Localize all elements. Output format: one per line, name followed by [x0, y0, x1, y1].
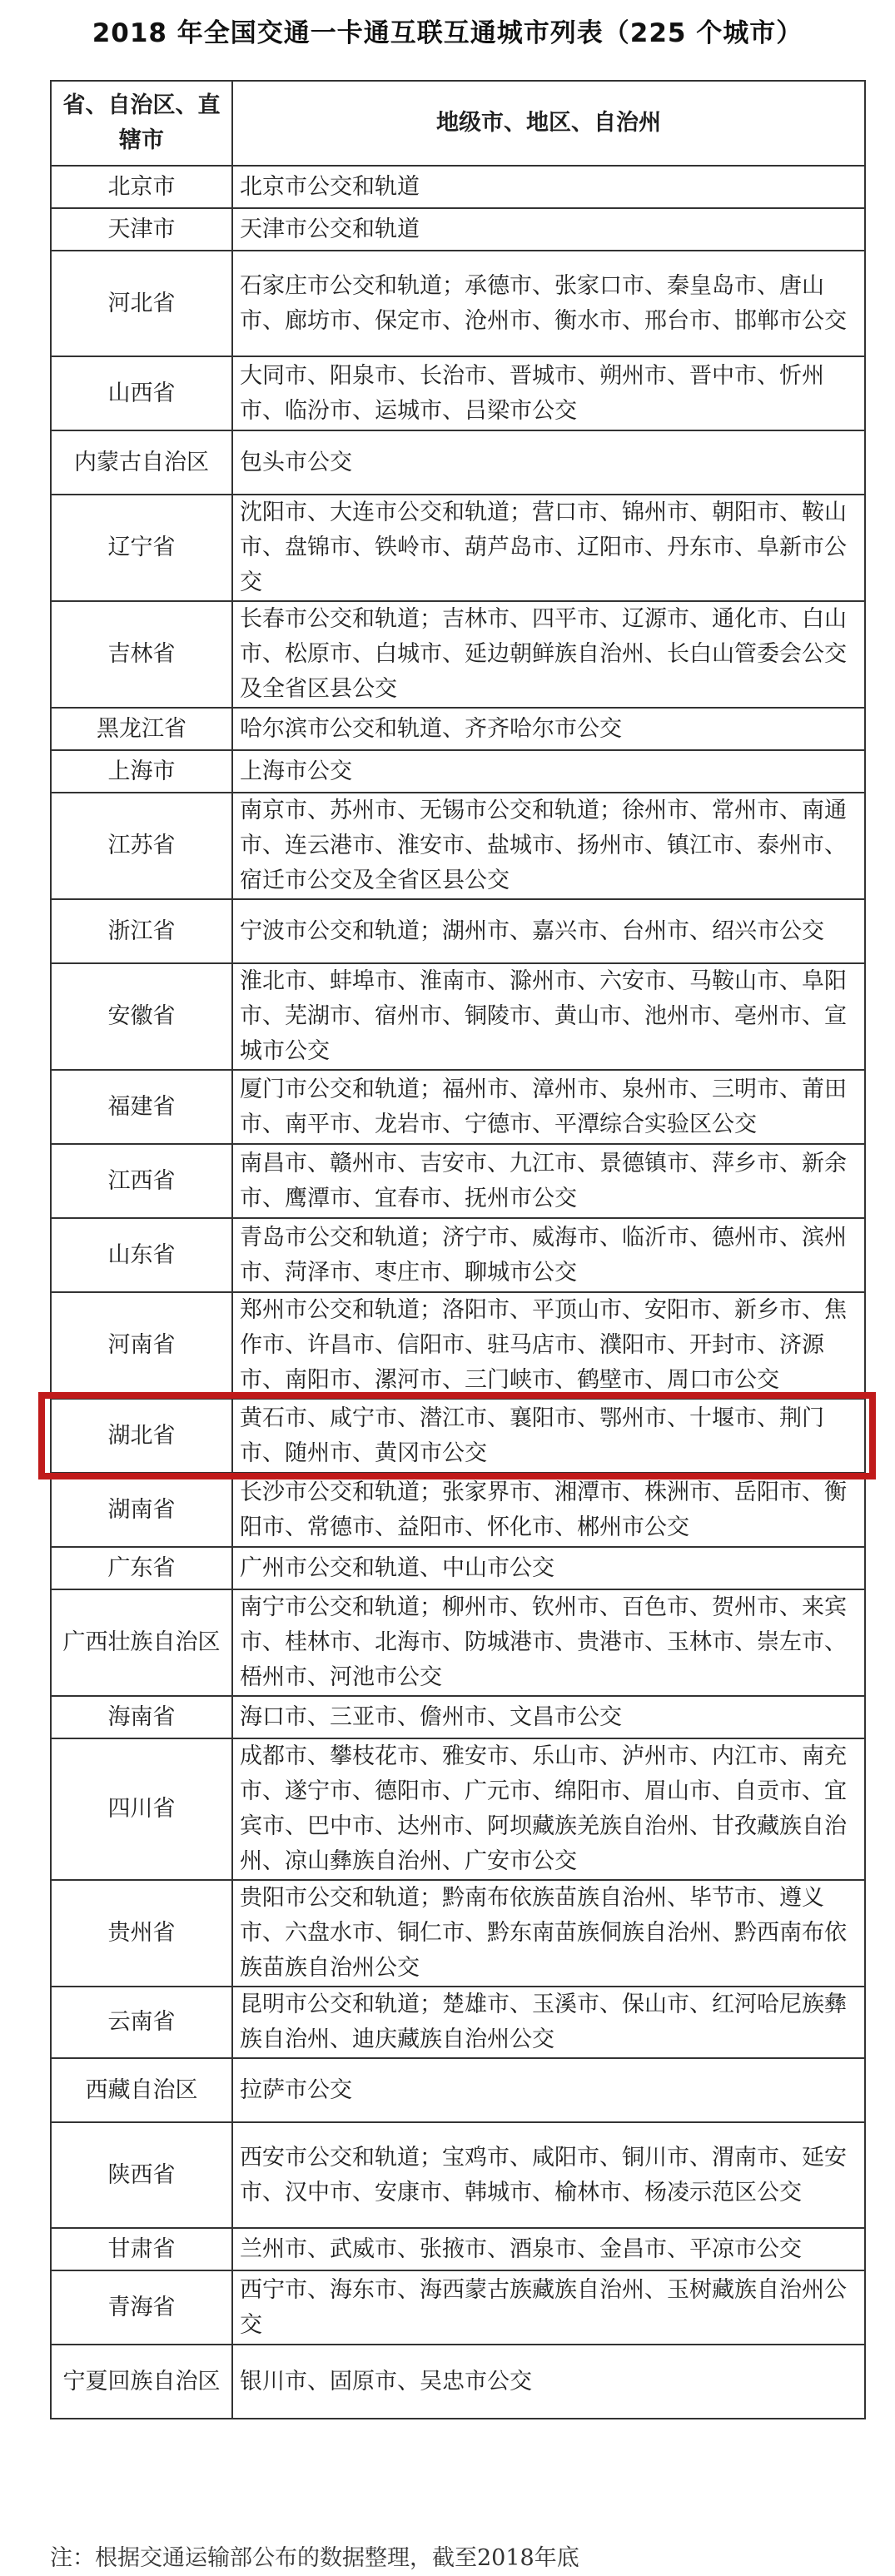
table-row — [51, 495, 865, 601]
cities-cell: 南京市、苏州市、无锡市公交和轨道；徐州市、常州市、南通市、连云港市、淮安市、盐城市、扬州市、镇江市、泰州市、宿迁市公交及全省区县公交 — [232, 793, 865, 899]
table-row — [51, 356, 865, 430]
table-row — [51, 1292, 865, 1399]
cities-cell: 兰州市、武威市、张掖市、酒泉市、金昌市、平凉市公交 — [232, 2228, 865, 2270]
province-cell: 河北省 — [51, 251, 232, 356]
table-row — [51, 251, 865, 356]
province-cell: 贵州省 — [51, 1880, 232, 1987]
province-cell: 江苏省 — [51, 793, 232, 899]
province-cell: 甘肃省 — [51, 2228, 232, 2270]
cities-cell: 长沙市公交和轨道；张家界市、湘潭市、株洲市、岳阳市、衡阳市、常德市、益阳市、怀化市、郴州市公交 — [232, 1473, 865, 1547]
table-row — [51, 2122, 865, 2228]
table-row — [51, 1218, 865, 1292]
header-province: 省、自治区、直辖市 — [51, 81, 232, 166]
province-cell: 山西省 — [51, 356, 232, 430]
table-row — [51, 1399, 865, 1473]
cities-cell: 西宁市、海东市、海西蒙古族藏族自治州、玉树藏族自治州公交 — [232, 2270, 865, 2345]
header-cities: 地级市、地区、自治州 — [232, 81, 865, 166]
table-row — [51, 1070, 865, 1144]
cities-cell: 大同市、阳泉市、长治市、晋城市、朔州市、晋中市、忻州市、临汾市、运城市、吕梁市公交 — [232, 356, 865, 430]
cities-cell: 郑州市公交和轨道；洛阳市、平顶山市、安阳市、新乡市、焦作市、许昌市、信阳市、驻马店市、濮阳市、开封市、济源市、南阳市、漯河市、三门峡市、鹤壁市、周口市公交 — [232, 1292, 865, 1399]
province-cell: 陕西省 — [51, 2122, 232, 2228]
table-row — [51, 1589, 865, 1696]
province-cell: 内蒙古自治区 — [51, 430, 232, 495]
province-cell: 北京市 — [51, 166, 232, 208]
table-row — [51, 793, 865, 899]
province-cell: 河南省 — [51, 1292, 232, 1399]
cities-cell: 哈尔滨市公交和轨道、齐齐哈尔市公交 — [232, 708, 865, 750]
table-row — [51, 1473, 865, 1547]
cities-cell: 淮北市、蚌埠市、淮南市、滁州市、六安市、马鞍山市、阜阳市、芜湖市、宿州市、铜陵市、黄山市、池州市、亳州市、宣城市公交 — [232, 963, 865, 1070]
table-row — [51, 899, 865, 963]
cities-cell: 长春市公交和轨道；吉林市、四平市、辽源市、通化市、白山市、松原市、白城市、延边朝鲜族自治州、长白山管委会公交及全省区县公交 — [232, 601, 865, 708]
cities-cell: 贵阳市公交和轨道；黔南布依族苗族自治州、毕节市、遵义市、六盘水市、铜仁市、黔东南苗族侗族自治州、黔西南布依族苗族自治州公交 — [232, 1880, 865, 1987]
province-cell: 宁夏回族自治区 — [51, 2345, 232, 2419]
cities-cell: 青岛市公交和轨道；济宁市、威海市、临沂市、德州市、滨州市、菏泽市、枣庄市、聊城市公交 — [232, 1218, 865, 1292]
table-row — [51, 2228, 865, 2270]
cities-cell: 成都市、攀枝花市、雅安市、乐山市、泸州市、内江市、南充市、遂宁市、德阳市、广元市、绵阳市、眉山市、自贡市、宜宾市、巴中市、达州市、阿坝藏族羌族自治州、甘孜藏族自治州、凉山彝族自治州、广安市公交 — [232, 1738, 865, 1880]
table-row — [51, 2270, 865, 2345]
table-row — [51, 1547, 865, 1589]
table-row — [51, 1696, 865, 1738]
province-cell: 天津市 — [51, 208, 232, 251]
province-cell: 湖南省 — [51, 1473, 232, 1547]
cities-cell: 银川市、固原市、吴忠市公交 — [232, 2345, 865, 2419]
table-row — [51, 963, 865, 1070]
province-cell: 浙江省 — [51, 899, 232, 963]
province-cell: 海南省 — [51, 1696, 232, 1738]
cities-cell: 昆明市公交和轨道；楚雄市、玉溪市、保山市、红河哈尼族彝族自治州、迪庆藏族自治州公交 — [232, 1987, 865, 2058]
table-row — [51, 1738, 865, 1880]
province-cell: 江西省 — [51, 1144, 232, 1218]
table-row — [51, 2058, 865, 2122]
cities-cell: 北京市公交和轨道 — [232, 166, 865, 208]
cities-cell: 南昌市、赣州市、吉安市、九江市、景德镇市、萍乡市、新余市、鹰潭市、宜春市、抚州市公交 — [232, 1144, 865, 1218]
cities-cell: 厦门市公交和轨道；福州市、漳州市、泉州市、三明市、莆田市、南平市、龙岩市、宁德市、平潭综合实验区公交 — [232, 1070, 865, 1144]
cities-cell: 沈阳市、大连市公交和轨道；营口市、锦州市、朝阳市、鞍山市、盘锦市、铁岭市、葫芦岛市、辽阳市、丹东市、阜新市公交 — [232, 495, 865, 601]
cities-cell: 黄石市、咸宁市、潜江市、襄阳市、鄂州市、十堰市、荆门市、随州市、黄冈市公交 — [232, 1399, 865, 1473]
cities-cell: 南宁市公交和轨道；柳州市、钦州市、百色市、贺州市、来宾市、桂林市、北海市、防城港市、贵港市、玉林市、崇左市、梧州市、河池市公交 — [232, 1589, 865, 1696]
province-cell: 湖北省 — [51, 1399, 232, 1473]
province-cell: 西藏自治区 — [51, 2058, 232, 2122]
table-row — [51, 430, 865, 495]
province-cell: 广东省 — [51, 1547, 232, 1589]
city-table — [50, 80, 866, 2419]
cities-cell: 西安市公交和轨道；宝鸡市、咸阳市、铜川市、渭南市、延安市、汉中市、安康市、韩城市、榆林市、杨凌示范区公交 — [232, 2122, 865, 2228]
table-row — [51, 1144, 865, 1218]
table-row — [51, 750, 865, 793]
footer-cut-text: 注：根据交通运输部公布的数据整理，截至2018年底 — [50, 2545, 579, 2571]
province-cell: 福建省 — [51, 1070, 232, 1144]
cities-cell: 石家庄市公交和轨道；承德市、张家口市、秦皇岛市、唐山市、廊坊市、保定市、沧州市、衡水市、邢台市、邯郸市公交 — [232, 251, 865, 356]
table-row — [51, 1987, 865, 2058]
province-cell: 四川省 — [51, 1738, 232, 1880]
cities-cell: 宁波市公交和轨道；湖州市、嘉兴市、台州市、绍兴市公交 — [232, 899, 865, 963]
table-row — [51, 601, 865, 708]
table-row — [51, 2345, 865, 2419]
table-row — [51, 1880, 865, 1987]
province-cell: 青海省 — [51, 2270, 232, 2345]
province-cell: 广西壮族自治区 — [51, 1589, 232, 1696]
cities-cell: 海口市、三亚市、儋州市、文昌市公交 — [232, 1696, 865, 1738]
table-row — [51, 166, 865, 208]
province-cell: 安徽省 — [51, 963, 232, 1070]
cities-cell: 包头市公交 — [232, 430, 865, 495]
cities-cell: 广州市公交和轨道、中山市公交 — [232, 1547, 865, 1589]
province-cell: 黑龙江省 — [51, 708, 232, 750]
province-cell: 云南省 — [51, 1987, 232, 2058]
cities-cell: 拉萨市公交 — [232, 2058, 865, 2122]
province-cell: 辽宁省 — [51, 495, 232, 601]
page-title: 2018 年全国交通一卡通互联互通城市列表（225 个城市） — [92, 18, 803, 48]
table-header-row — [51, 81, 865, 166]
cities-cell: 上海市公交 — [232, 750, 865, 793]
province-cell: 吉林省 — [51, 601, 232, 708]
table-row — [51, 208, 865, 251]
province-cell: 山东省 — [51, 1218, 232, 1292]
province-cell: 上海市 — [51, 750, 232, 793]
table-row — [51, 708, 865, 750]
cities-cell: 天津市公交和轨道 — [232, 208, 865, 251]
